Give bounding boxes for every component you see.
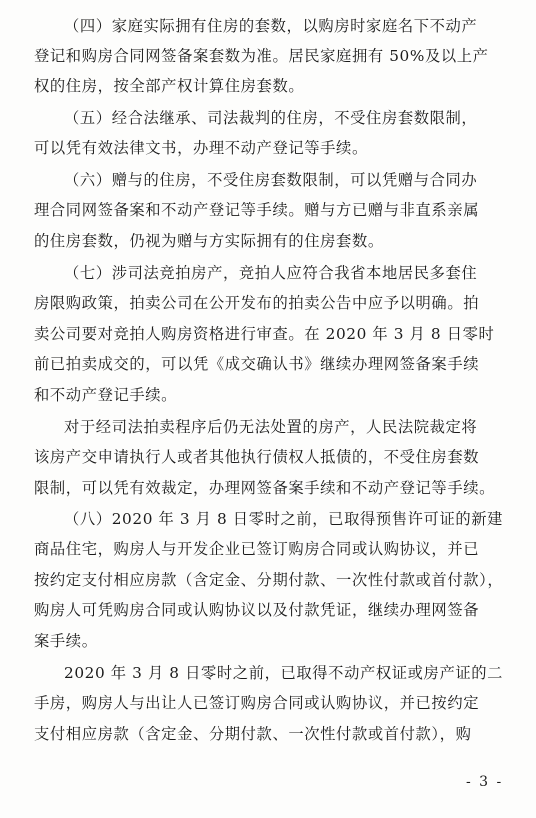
- text-line: （七）涉司法竞拍房产，竞拍人应符合我省本地居民多套住: [64, 264, 478, 282]
- text-line: 案手续。: [34, 632, 98, 650]
- text-line: 购房人可凭购房合同或认购协议以及付款凭证，继续办理网签备: [34, 601, 480, 619]
- text-line: 按约定支付相应房款（含定金、分期付款、一次性付款或首付款），: [34, 571, 504, 589]
- text-line: 商品住宅，购房人与开发企业已签订购房合同或认购协议，并已: [34, 540, 480, 558]
- text-line: 2020 年 3 月 8 日零时之前，已取得不动产权证或房产证的二: [64, 664, 504, 682]
- text-line: 该房产交申请执行人或者其他执行债权人抵债的，不受住房套数: [34, 448, 480, 466]
- page-number: - 3 -: [466, 774, 504, 790]
- text-line: 的住房套数，仍视为赠与方实际拥有的住房套数。: [34, 232, 384, 250]
- text-line: （六）赠与的住房，不受住房套数限制，可以凭赠与合同办: [64, 171, 478, 189]
- text-line: （四）家庭实际拥有住房的套数，以购房时家庭名下不动产: [64, 17, 478, 35]
- text-line: 权的住房，按全部产权计算住房套数。: [34, 77, 305, 95]
- text-line: 限制，可以凭有效裁定，办理网签备案手续和不动产登记等手续。: [34, 479, 496, 497]
- text-line: 和不动产登记手续。: [34, 386, 178, 404]
- text-line: 房限购政策，拍卖公司在公开发布的拍卖公告中应予以明确。拍: [34, 294, 480, 312]
- text-line: 理合同网签备案和不动产登记等手续。赠与方已赠与非直系亲属: [34, 201, 480, 219]
- text-line: 登记和购房合同网签备案套数为准。居民家庭拥有 50%及以上产: [34, 47, 489, 65]
- text-line: 手房，购房人与出让人已签订购房合同或认购协议，并已按约定: [34, 694, 480, 712]
- text-line: （八）2020 年 3 月 8 日零时之前，已取得预售许可证的新建: [64, 510, 504, 528]
- text-line: 对于经司法拍卖程序后仍无法处置的房产，人民法院裁定将: [64, 418, 478, 436]
- text-line: 可以凭有效法律文书，办理不动产登记等手续。: [34, 139, 368, 157]
- text-line: 卖公司要对竞拍人购房资格进行审查。在 2020 年 3 月 8 日零时: [34, 325, 495, 343]
- text-line: 支付相应房款（含定金、分期付款、一次性付款或首付款），购: [34, 725, 472, 743]
- text-line: （五）经合法继承、司法裁判的住房，不受住房套数限制，: [64, 109, 478, 127]
- text-line: 前已拍卖成交的，可以凭《成交确认书》继续办理网签备案手续: [34, 355, 480, 373]
